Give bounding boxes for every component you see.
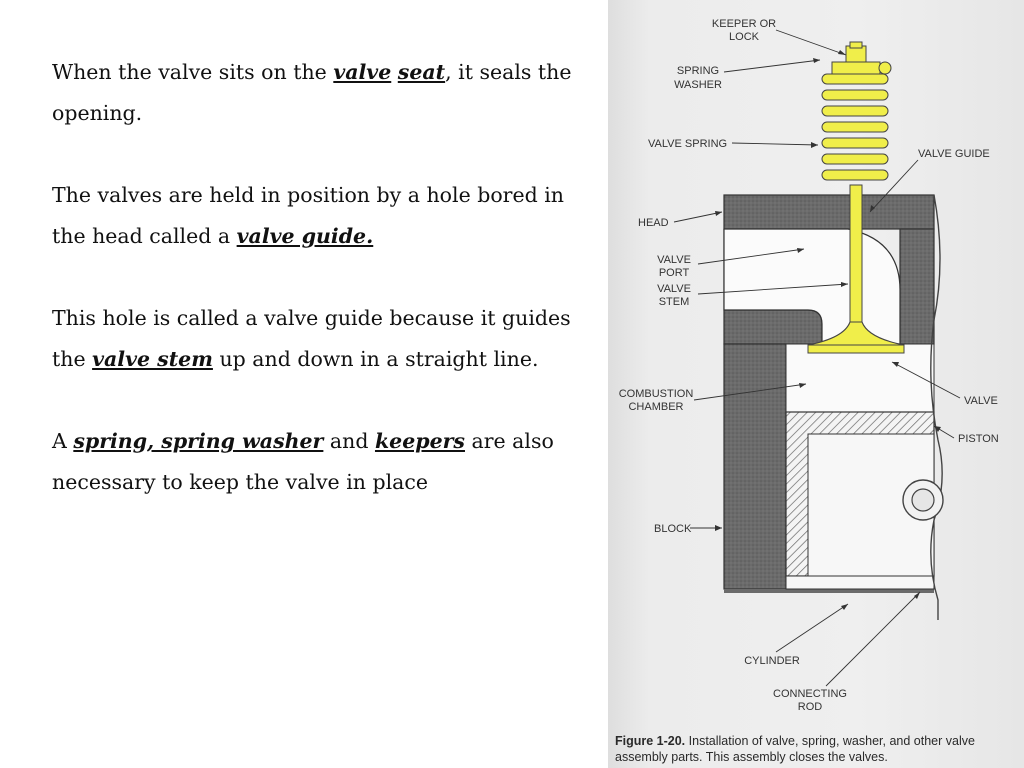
block-bottom-edge bbox=[724, 589, 934, 593]
text-run: This hole is called a valve guide because it guides the bbox=[52, 306, 571, 371]
label-valve-spring: VALVE SPRING bbox=[648, 138, 728, 150]
text-run: The valves are held in position by a hole bored in the head called a bbox=[52, 183, 565, 248]
label-cylinder: CYLINDER bbox=[744, 655, 800, 667]
label-head: HEAD bbox=[638, 217, 669, 229]
text-pane bbox=[52, 52, 582, 544]
paragraph-valve-seat bbox=[52, 52, 582, 134]
text-run: up and down in a straight line. bbox=[212, 347, 539, 371]
text-run: and bbox=[323, 429, 375, 453]
paragraph-valve-stem bbox=[52, 298, 582, 380]
text-run: are also necessary to keep the valve in place bbox=[52, 429, 554, 494]
text-run: A bbox=[52, 429, 74, 453]
valve-spring-shape bbox=[822, 74, 888, 180]
cylinder-area bbox=[786, 576, 934, 589]
label-keeper: KEEPER OR bbox=[711, 18, 777, 30]
label-valve-stem-2: STEM bbox=[658, 296, 690, 308]
label-valve-stem-1: VALVE bbox=[657, 283, 691, 295]
label-piston: PISTON bbox=[958, 433, 999, 445]
text-run: When the valve sits on the bbox=[52, 60, 334, 84]
spring-washer-shape bbox=[832, 42, 891, 74]
keyword-spring-washer: spring, spring washer bbox=[73, 429, 324, 453]
label-valve: VALVE bbox=[964, 395, 998, 407]
label-washer: WASHER bbox=[674, 79, 722, 91]
label-lock: LOCK bbox=[729, 31, 759, 43]
label-valve-port-2: PORT bbox=[658, 267, 690, 279]
paragraph-spring bbox=[52, 421, 582, 503]
figure-pane bbox=[608, 0, 1024, 768]
keyword-valve: valve bbox=[333, 60, 392, 84]
label-valve-port-1: VALVE bbox=[657, 254, 691, 266]
paragraph-valve-guide bbox=[52, 175, 582, 257]
label-rod: ROD bbox=[797, 701, 823, 713]
wrist-pin-shape bbox=[903, 480, 943, 520]
text-run: , it seals the opening. bbox=[52, 60, 572, 125]
keyword-valve-stem: valve stem bbox=[92, 347, 213, 371]
keyword-seat: seat bbox=[397, 60, 446, 84]
label-connecting: CONNECTING bbox=[773, 688, 847, 700]
combustion-chamber-area bbox=[786, 344, 934, 412]
caption-text: Installation of valve, spring, washer, and other valve assembly parts. This assembly closes the valves. bbox=[615, 734, 975, 764]
label-valve-guide: VALVE GUIDE bbox=[918, 148, 990, 160]
engine-block-shape bbox=[724, 344, 786, 589]
keyword-keepers: keepers bbox=[374, 429, 465, 453]
valve-assembly-diagram bbox=[608, 0, 1024, 768]
label-combustion: COMBUSTION bbox=[618, 388, 694, 400]
caption-number: Figure 1-20. bbox=[615, 734, 686, 748]
label-block: BLOCK bbox=[654, 523, 692, 535]
cylinder-head-shape bbox=[724, 195, 934, 344]
label-spring: SPRING bbox=[676, 65, 720, 77]
figure-caption bbox=[615, 733, 1015, 765]
label-chamber: CHAMBER bbox=[628, 401, 684, 413]
keyword-valve-guide: valve guide. bbox=[236, 224, 374, 248]
